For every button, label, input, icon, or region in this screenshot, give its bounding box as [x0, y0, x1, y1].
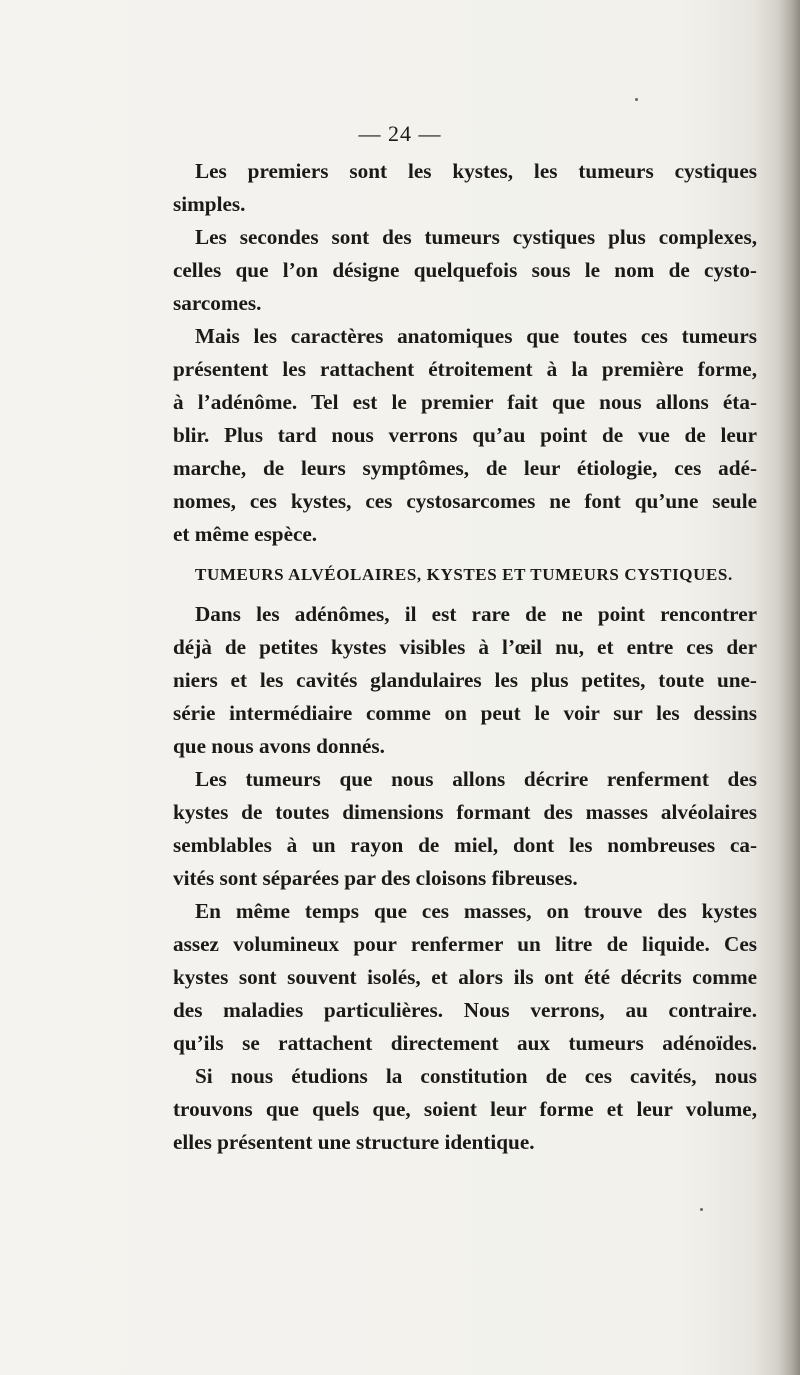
- text-line: En même temps que ces masses, on trouve des kystes: [195, 899, 757, 923]
- text-line: marche, de leurs symptômes, de leur étiologie, ces adé-: [173, 456, 757, 480]
- text-line: Les secondes sont des tumeurs cystiques plus complexes,: [195, 225, 757, 249]
- paper-speck: [635, 98, 638, 101]
- text-line: trouvons que quels que, soient leur forme et leur volume,: [173, 1097, 757, 1121]
- text-line: kystes sont souvent isolés, et alors ils ont été décrits comme: [173, 965, 757, 989]
- text-line: des maladies particulières. Nous verrons, au contraire.: [173, 998, 757, 1022]
- text-block-bottom: [173, 598, 757, 1159]
- page-edge-shadow: [778, 0, 800, 1375]
- text-line: à l’adénôme. Tel est le premier fait que nous allons éta-: [173, 390, 757, 414]
- text-line: assez volumineux pour renfermer un litre de liquide. Ces: [173, 932, 757, 956]
- page-number: — 24 —: [358, 121, 442, 146]
- text-line: Les premiers sont les kystes, les tumeurs cystiques: [195, 159, 757, 183]
- text-line: présentent les rattachent étroitement à la première forme,: [173, 357, 757, 381]
- text-line: que nous avons donnés.: [173, 734, 385, 758]
- text-line: vités sont séparées par des cloisons fibreuses.: [173, 866, 578, 890]
- text-line: celles que l’on désigne quelquefois sous le nom de cysto-: [173, 258, 757, 282]
- text-line: Dans les adénômes, il est rare de ne point rencontrer: [195, 602, 757, 626]
- text-line: nomes, ces kystes, ces cystosarcomes ne font qu’une seule: [173, 489, 757, 513]
- text-line: Mais les caractères anatomiques que toutes ces tumeurs: [195, 324, 757, 348]
- text-block-top: [173, 155, 757, 551]
- text-line: Les tumeurs que nous allons décrire renferment des: [195, 767, 757, 791]
- text-line: simples.: [173, 192, 246, 216]
- text-line: série intermédiaire comme on peut le voir sur les dessins: [173, 701, 757, 725]
- text-line: elles présentent une structure identique.: [173, 1130, 535, 1154]
- text-line: semblables à un rayon de miel, dont les nombreuses ca-: [173, 833, 757, 857]
- text-line: blir. Plus tard nous verrons qu’au point de vue de leur: [173, 423, 757, 447]
- text-line: niers et les cavités glandulaires les plus petites, toute une-: [173, 668, 757, 692]
- text-line: qu’ils se rattachent directement aux tumeurs adénoïdes.: [173, 1031, 757, 1055]
- paper-speck: [700, 1208, 703, 1211]
- text-line: et même espèce.: [173, 522, 318, 546]
- section-heading: TUMEURS ALVÉOLAIRES, KYSTES ET TUMEURS CYSTIQUES.: [195, 565, 733, 584]
- text-line: kystes de toutes dimensions formant des masses alvéolaires: [173, 800, 757, 824]
- text-line: Si nous étudions la constitution de ces cavités, nous: [195, 1064, 757, 1088]
- text-line: déjà de petites kystes visibles à l’œil nu, et entre ces der: [173, 635, 757, 659]
- text-line: sarcomes.: [173, 291, 262, 315]
